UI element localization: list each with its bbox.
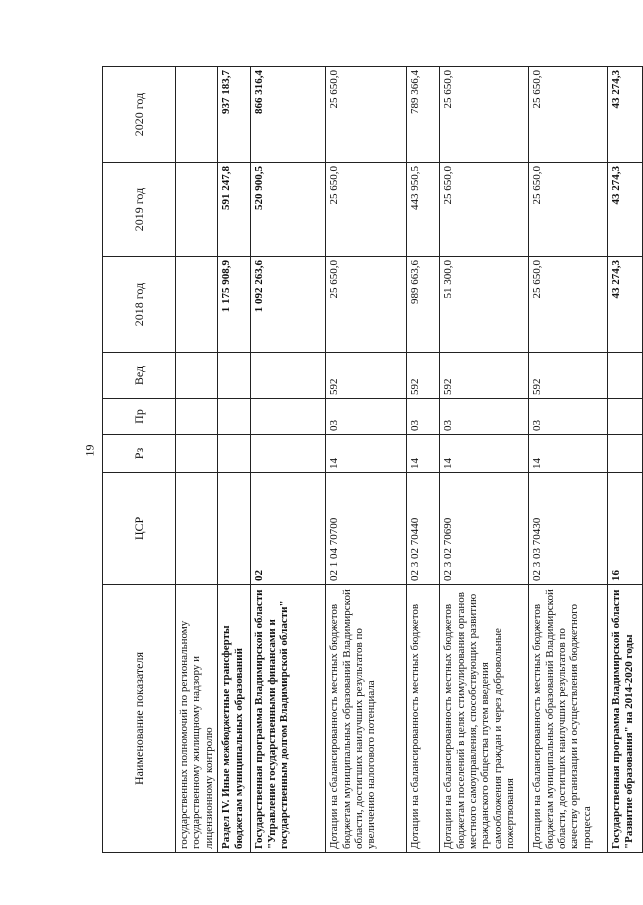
cell-csr bbox=[218, 473, 251, 585]
cell-pr bbox=[176, 399, 218, 435]
table-row bbox=[326, 67, 407, 853]
cell-ved bbox=[176, 353, 218, 399]
cell-rz bbox=[176, 435, 218, 473]
budget-table-rotated bbox=[102, 67, 635, 853]
cell-csr: 02 3 02 70440 bbox=[407, 473, 440, 585]
cell-y2018 bbox=[176, 257, 218, 353]
cell-csr: 02 1 04 70700 bbox=[326, 473, 407, 585]
cell-pr bbox=[218, 399, 251, 435]
cell-y2019: 443 950,5 bbox=[407, 163, 440, 257]
cell-ved bbox=[251, 353, 326, 399]
cell-name: Дотации на сбалансированность местных бюджетов бюджетам муниципальных образований Владимирской области, достигших наилучших результатов по увеличению налогового потенциала bbox=[326, 585, 407, 853]
cell-rz: 14 bbox=[326, 435, 407, 473]
cell-ved: 592 bbox=[529, 353, 608, 399]
cell-pr: 03 bbox=[326, 399, 407, 435]
cell-y2019: 25 650,0 bbox=[529, 163, 608, 257]
cell-rz: 14 bbox=[529, 435, 608, 473]
cell-y2018: 51 300,0 bbox=[440, 257, 529, 353]
cell-pr bbox=[251, 399, 326, 435]
cell-ved: 592 bbox=[326, 353, 407, 399]
header-rz: Рз bbox=[103, 435, 176, 473]
cell-y2018: 25 650,0 bbox=[529, 257, 608, 353]
cell-y2020: 789 366,4 bbox=[407, 67, 440, 163]
page-number: 19 bbox=[82, 444, 97, 457]
table-row bbox=[608, 67, 643, 853]
cell-ved bbox=[608, 353, 643, 399]
cell-ved: 592 bbox=[407, 353, 440, 399]
cell-y2019: 43 274,3 bbox=[608, 163, 643, 257]
cell-rz bbox=[608, 435, 643, 473]
cell-pr: 03 bbox=[440, 399, 529, 435]
cell-y2020: 866 316,4 bbox=[251, 67, 326, 163]
budget-table-container bbox=[102, 67, 635, 853]
cell-csr bbox=[176, 473, 218, 585]
cell-y2020: 25 650,0 bbox=[440, 67, 529, 163]
header-2019: 2019 год bbox=[103, 163, 176, 257]
cell-csr: 02 3 02 70690 bbox=[440, 473, 529, 585]
table-row bbox=[529, 67, 608, 853]
cell-csr: 02 3 03 70430 bbox=[529, 473, 608, 585]
table-row bbox=[176, 67, 218, 853]
header-csr: ЦСР bbox=[103, 473, 176, 585]
cell-y2019: 25 650,0 bbox=[440, 163, 529, 257]
cell-rz bbox=[251, 435, 326, 473]
cell-pr bbox=[608, 399, 643, 435]
header-ved: Вед bbox=[103, 353, 176, 399]
cell-y2020: 25 650,0 bbox=[326, 67, 407, 163]
header-pr: Пр bbox=[103, 399, 176, 435]
cell-y2020 bbox=[176, 67, 218, 163]
cell-y2020: 43 274,3 bbox=[608, 67, 643, 163]
cell-rz: 14 bbox=[440, 435, 529, 473]
cell-y2019: 591 247,8 bbox=[218, 163, 251, 257]
cell-ved bbox=[218, 353, 251, 399]
cell-pr: 03 bbox=[529, 399, 608, 435]
cell-y2020: 937 183,7 bbox=[218, 67, 251, 163]
cell-csr: 02 bbox=[251, 473, 326, 585]
cell-y2018: 1 175 908,9 bbox=[218, 257, 251, 353]
cell-y2018: 989 663,6 bbox=[407, 257, 440, 353]
table-row bbox=[407, 67, 440, 853]
header-name: Наименование показателя bbox=[103, 585, 176, 853]
cell-rz: 14 bbox=[407, 435, 440, 473]
cell-name: Дотации на сбалансированность местных бюджетов bbox=[407, 585, 440, 853]
cell-y2019: 25 650,0 bbox=[326, 163, 407, 257]
table-row bbox=[251, 67, 326, 853]
cell-y2018: 43 274,3 bbox=[608, 257, 643, 353]
cell-ved: 592 bbox=[440, 353, 529, 399]
cell-y2019: 520 900,5 bbox=[251, 163, 326, 257]
cell-name: государственных полномочий по региональному государственному жилищному надзору и лицензионному контролю bbox=[176, 585, 218, 853]
header-2020: 2020 год bbox=[103, 67, 176, 163]
header-2018: 2018 год bbox=[103, 257, 176, 353]
cell-name: Раздел IV. Иные межбюджетные трансферты бюджетам муниципальных образований bbox=[218, 585, 251, 853]
cell-y2019 bbox=[176, 163, 218, 257]
cell-csr: 16 bbox=[608, 473, 643, 585]
table-row bbox=[218, 67, 251, 853]
table-header-row bbox=[103, 67, 176, 853]
cell-y2018: 25 650,0 bbox=[326, 257, 407, 353]
cell-name: Дотации на сбалансированность местных бюджетов бюджетам муниципальных образований Владимирской области, достигших наилучших результатов по качеству организации и осуществления бюджетного процесса bbox=[529, 585, 608, 853]
table-row bbox=[440, 67, 529, 853]
cell-name: Дотации на сбалансированность местных бюджетов бюджетам поселений в целях стимулирования органов местного самоуправления, способствующих развитию гражданского общества путем введения самообложения граждан и через добровольные пожертвования bbox=[440, 585, 529, 853]
cell-pr: 03 bbox=[407, 399, 440, 435]
budget-table bbox=[102, 66, 643, 853]
cell-y2020: 25 650,0 bbox=[529, 67, 608, 163]
cell-name: Государственная программа Владимирской области "Управление государственными финансами и государственным долгом Владимирской области" bbox=[251, 585, 326, 853]
cell-name: Государственная программа Владимирской области "Развитие образования" на 2014-2020 годы bbox=[608, 585, 643, 853]
cell-y2018: 1 092 263,6 bbox=[251, 257, 326, 353]
cell-rz bbox=[218, 435, 251, 473]
